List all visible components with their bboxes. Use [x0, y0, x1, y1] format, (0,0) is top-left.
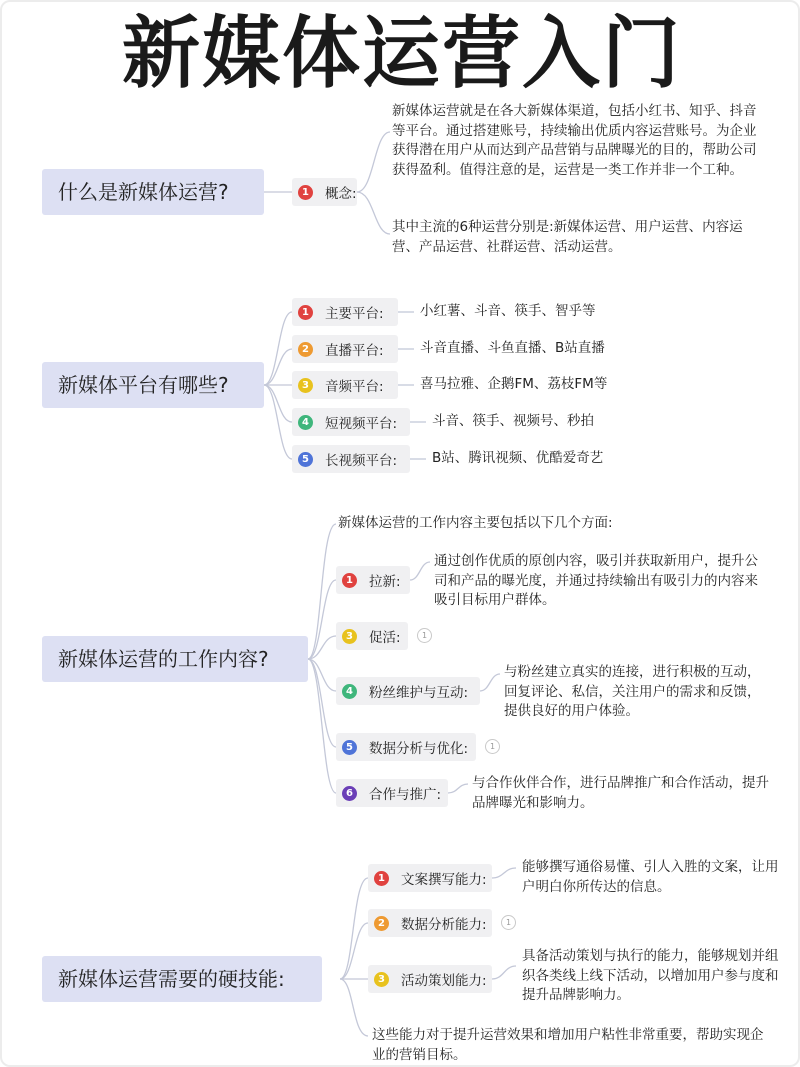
branch-label: 长视频平台: — [325, 453, 398, 469]
branch-fan-interaction — [336, 677, 480, 705]
branch-label: 活动策划能力: — [401, 973, 487, 989]
branch-cooperation — [336, 779, 448, 807]
branch-audio-platforms — [292, 371, 398, 399]
event-planning-text: 具备活动策划与执行的能力，能够规划并组织各类线上线下活动，以增加用户参与度和提升品牌影响力。 — [522, 948, 779, 1003]
branch-live-platforms — [292, 335, 398, 363]
branch-label: 直播平台: — [325, 343, 384, 359]
note-count-icon[interactable]: 1 — [501, 915, 516, 930]
branch-label: 音频平台: — [325, 379, 384, 395]
branch-label: 粉丝维护与互动: — [369, 685, 469, 701]
note-count-icon[interactable]: 1 — [417, 628, 432, 643]
number-badge-2: 2 — [374, 916, 389, 931]
section-heading-text: 新媒体运营的工作内容? — [58, 647, 269, 671]
hard-skills-summary-text: 这些能力对于提升运营效果和增加用户粘性非常重要，帮助实现企业的营销目标。 — [372, 1027, 764, 1063]
branch-acquisition — [336, 566, 410, 594]
number-badge-1: 1 — [374, 871, 389, 886]
branch-event-planning — [368, 965, 492, 993]
note-count-icon[interactable]: 1 — [485, 739, 500, 754]
number-badge-1: 1 — [298, 185, 313, 200]
cooperation-text: 与合作伙伴合作，进行品牌推广和合作活动，提升品牌曝光和影响力。 — [472, 775, 769, 811]
number-badge-5: 5 — [342, 740, 357, 755]
number-badge-3: 3 — [342, 629, 357, 644]
branch-long-video-platforms — [292, 445, 410, 473]
number-badge-4: 4 — [298, 415, 313, 430]
branch-copywriting — [368, 864, 492, 892]
number-badge-1: 1 — [298, 305, 313, 320]
concept-types-text: 其中主流的6种运营分别是:新媒体运营、用户运营、内容运营、产品运营、社群运营、活动运营。 — [392, 219, 743, 255]
branch-main-platforms — [292, 298, 398, 326]
main-platforms-text: 小红薯、斗音、筷手、智乎等 — [420, 303, 596, 319]
branch-short-video-platforms — [292, 408, 410, 436]
long-video-platforms-text: B站、腾讯视频、优酷爱奇艺 — [432, 450, 604, 466]
branch-data-analysis-skill — [368, 909, 512, 937]
branch-label: 数据分析能力: — [401, 917, 487, 933]
number-badge-6: 6 — [342, 786, 357, 801]
live-platforms-text: 斗音直播、斗鱼直播、B站直播 — [420, 340, 605, 356]
work-content-intro-text: 新媒体运营的工作内容主要包括以下几个方面: — [338, 515, 613, 531]
audio-platforms-text: 喜马拉雅、企鹅FM、荔枝FM等 — [420, 376, 608, 392]
acquisition-text: 通过创作优质的原创内容，吸引并获取新用户，提升公司和产品的曝光度，并通过持续输出有吸引力的内容来吸引目标用户群体。 — [434, 553, 758, 608]
page-title: 新媒体运营入门 — [121, 9, 682, 99]
branch-data-analysis — [336, 733, 496, 761]
section-heading-text: 新媒体平台有哪些? — [58, 373, 229, 397]
short-video-platforms-text: 斗音、筷手、视频号、秒拍 — [432, 413, 594, 429]
copywriting-text: 能够撰写通俗易懂、引人入胜的文案，让用户明白你所传达的信息。 — [522, 859, 779, 895]
branch-label: 主要平台: — [325, 306, 384, 322]
section-heading-work-content — [42, 636, 308, 682]
branch-label: 文案撰写能力: — [401, 872, 487, 888]
section-heading-text: 什么是新媒体运营? — [58, 180, 229, 204]
branch-label: 数据分析与优化: — [369, 741, 469, 757]
section-heading-text: 新媒体运营需要的硬技能: — [58, 967, 285, 991]
number-badge-2: 2 — [298, 342, 313, 357]
number-badge-1: 1 — [342, 573, 357, 588]
branch-label: 促活: — [369, 630, 401, 646]
section-heading-platforms — [42, 362, 264, 408]
concept-definition-text: 新媒体运营就是在各大新媒体渠道，包括小红书、知乎、抖音等平台。通过搭建账号，持续输出优质内容运营账号。为企业获得潜在用户从而达到产品营销与品牌曝光的目的，帮助公司获得盈利。值得注意的是，运营是一类工作并非一个工种。 — [392, 103, 757, 178]
branch-label: 短视频平台: — [325, 416, 398, 432]
number-badge-5: 5 — [298, 452, 313, 467]
branch-concept — [292, 178, 357, 206]
branch-activation — [336, 622, 428, 650]
branch-label: 拉新: — [369, 574, 401, 590]
number-badge-3: 3 — [374, 972, 389, 987]
section-heading-what-is — [42, 169, 264, 215]
branch-label: 合作与推广: — [369, 787, 442, 803]
number-badge-4: 4 — [342, 684, 357, 699]
number-badge-3: 3 — [298, 378, 313, 393]
section-heading-hard-skills — [42, 956, 322, 1002]
branch-label: 概念: — [325, 186, 357, 202]
fan-interaction-text: 与粉丝建立真实的连接，进行积极的互动，回复评论、私信，关注用户的需求和反馈，提供良好的用户体验。 — [504, 664, 761, 719]
